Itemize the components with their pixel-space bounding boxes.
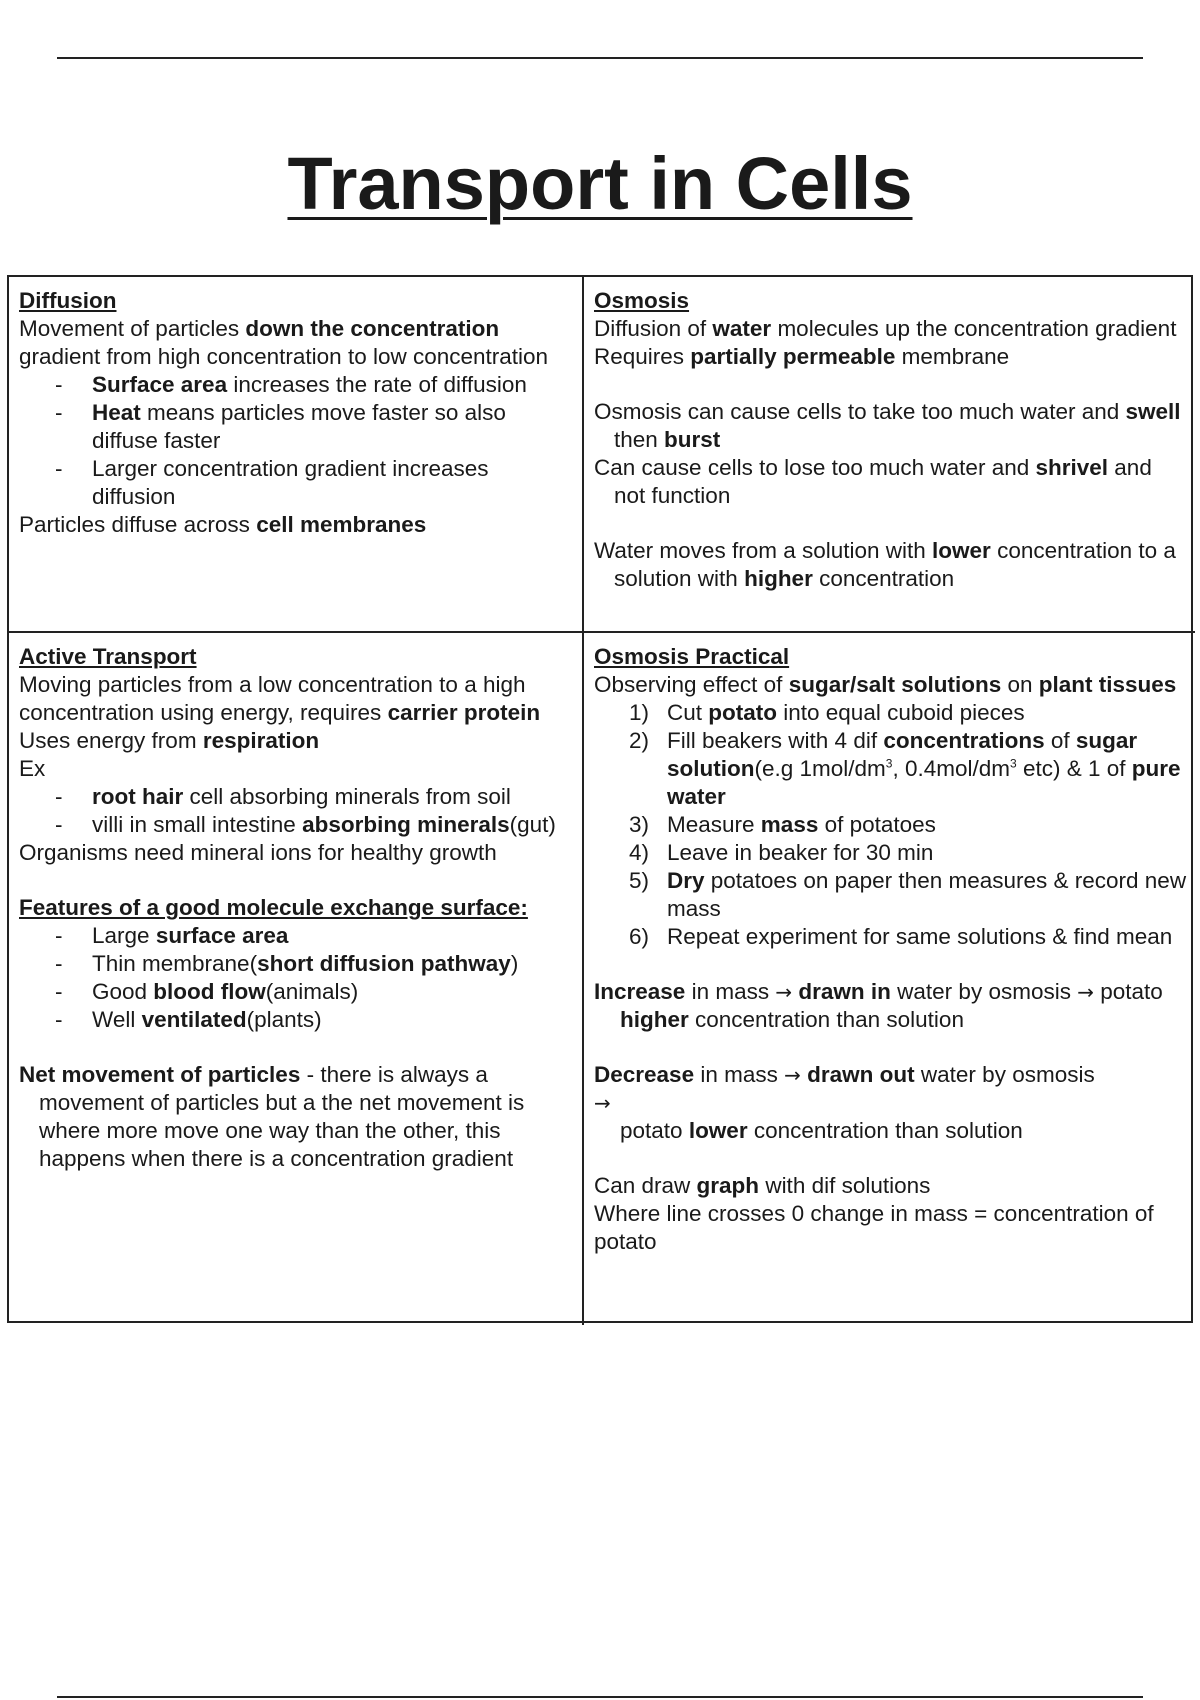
practical-heading: Osmosis Practical — [594, 644, 790, 669]
osmosis-line-1: Diffusion of water molecules up the concentration gradient — [594, 316, 1177, 341]
list-item: 1) Cut potato into equal cuboid pieces — [629, 700, 1025, 725]
osmosis-line-4: Can cause cells to lose too much water and shrivel and not function — [594, 455, 1152, 508]
list-item: - Large surface area — [19, 922, 574, 950]
decrease-arrow — [594, 1089, 1187, 1117]
graph-line-2: Where line crosses 0 change in mass = concentration of potato — [594, 1201, 1154, 1254]
diffusion-outro: Particles diffuse across cell membranes — [19, 512, 427, 537]
net-movement: Net movement of particles - there is always a movement of particles but a the net movement is where more move one way than the other, this happens when there is a concentration gradient — [19, 1062, 525, 1171]
notes-table — [7, 275, 1193, 1323]
osmosis-line-5: Water moves from a solution with lower concentration to a solution with higher concentration — [594, 538, 1176, 591]
decrease-result: potato lower concentration than solution — [620, 1118, 1023, 1143]
arrow-right-icon: → — [775, 980, 793, 1004]
diffusion-heading: Diffusion — [19, 288, 117, 313]
diffusion-intro: Movement of particles down the concentration gradient from high concentration to low concentration — [19, 316, 549, 369]
list-item: - Well ventilated(plants) — [19, 1006, 574, 1034]
active-line-3: Ex — [19, 756, 46, 781]
osmosis-line-3: Osmosis can cause cells to take too much water and swell then burst — [594, 399, 1181, 452]
top-rule — [57, 57, 1143, 59]
diffusion-bullets — [19, 371, 574, 511]
list-item: - Heat means particles move faster so also diffuse faster — [19, 399, 574, 455]
active-line-1: Moving particles from a low concentration to a high concentration using energy, requires carrier protein — [19, 672, 541, 725]
features-list — [19, 922, 574, 1034]
graph-line-1: Can draw graph with dif solutions — [594, 1173, 931, 1198]
list-item: - Larger concentration gradient increases diffusion — [19, 455, 574, 511]
list-item: - villi in small intestine absorbing minerals(gut) — [19, 811, 574, 839]
active-transport-cell — [9, 633, 584, 1325]
list-item: - Good blood flow(animals) — [19, 978, 574, 1006]
active-bullets — [19, 783, 574, 839]
arrow-right-icon: → — [594, 1091, 611, 1115]
features-heading: Features of a good molecule exchange surface: — [19, 895, 528, 920]
practical-line-1: Observing effect of sugar/salt solutions on plant tissues — [594, 672, 1177, 697]
arrow-right-icon: → — [784, 1063, 801, 1087]
page-title: Transport in Cells — [287, 142, 913, 225]
diffusion-cell — [9, 277, 584, 633]
decrease-line: Decrease in mass → drawn out water by osmosis — [594, 1062, 1095, 1087]
practical-steps — [594, 699, 1187, 951]
list-item: - Surface area increases the rate of diffusion — [19, 371, 574, 399]
bottom-rule — [57, 1696, 1143, 1698]
list-item: - Thin membrane(short diffusion pathway) — [19, 950, 574, 978]
active-line-2: Uses energy from respiration — [19, 728, 320, 753]
list-item: 3) Measure mass of potatoes — [629, 812, 936, 837]
increase-line: Increase in mass → drawn in water by osmosis → potato higher concentration than solution — [594, 979, 1163, 1032]
osmosis-line-2: Requires partially permeable membrane — [594, 344, 1010, 369]
list-item: 5) Dry potatoes on paper then measures & record new mass — [629, 868, 1187, 921]
osmosis-cell — [584, 277, 1195, 633]
list-item: - root hair cell absorbing minerals from soil — [19, 783, 574, 811]
list-item: 2) Fill beakers with 4 dif concentrations of sugar solution(e.g $1mol/dm^3$, $0.4mol/dm^3$ etc) & 1 of pure water — [629, 728, 1181, 809]
list-item: 4) Leave in beaker for 30 min — [629, 840, 934, 865]
active-transport-heading: Active Transport — [19, 644, 197, 669]
active-line-4: Organisms need mineral ions for healthy growth — [19, 840, 497, 865]
osmosis-heading: Osmosis — [594, 288, 690, 313]
list-item: 6) Repeat experiment for same solutions & find mean — [629, 924, 1173, 949]
osmosis-practical-cell — [584, 633, 1195, 1325]
arrow-right-icon: → — [1077, 980, 1094, 1004]
